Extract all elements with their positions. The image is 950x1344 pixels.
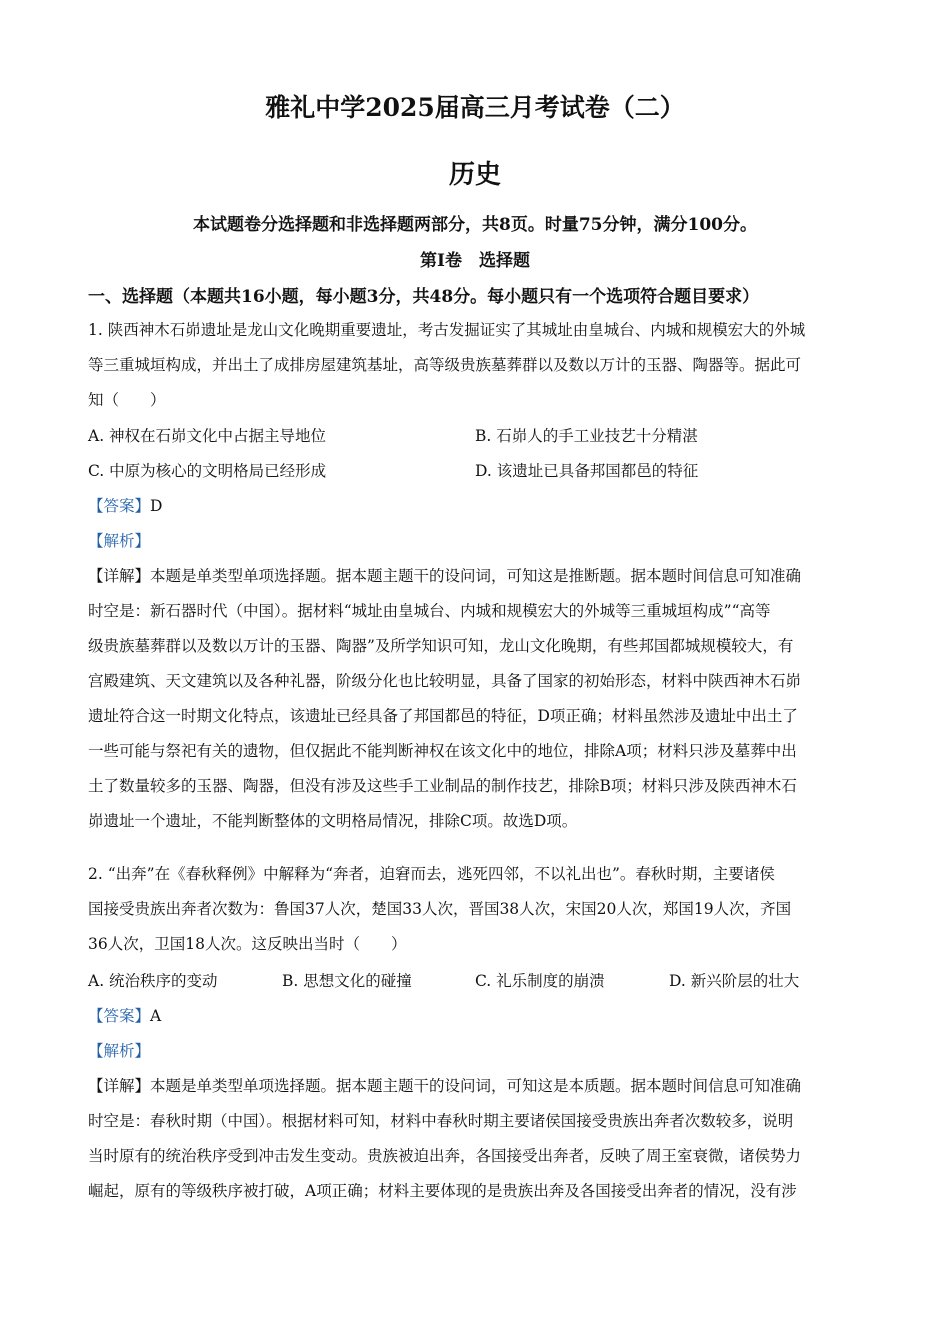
part-heading: 第Ⅰ卷 选择题 (420, 251, 530, 271)
detail-line: 本题是单类型单项选择题。据本题主题干的设问词，可知这是本质题。据本题时间信息可知准确 (150, 1077, 802, 1095)
question-1-analysis-label: 【解析】 (88, 532, 151, 550)
question-1-detail (88, 559, 862, 839)
answer-value: D (150, 497, 163, 515)
detail-label: 【详解】 (88, 567, 151, 585)
stem-line: 等三重城垣构成，并出土了成排房屋建筑基址，高等级贵族墓葬群以及数以万计的玉器、陶器等。据此可 (88, 356, 802, 374)
answer-label: 【答案】 (88, 1007, 151, 1025)
question-2-answer (88, 999, 161, 1034)
detail-line: 一些可能与祭祀有关的遗物，但仅据此不能判断神权在该文化中的地位，排除A项；材料只涉及墓葬中出 (88, 742, 797, 760)
option-b: B. 思想文化的碰撞 (282, 972, 412, 990)
question-1-stem (88, 313, 862, 418)
detail-line: 级贵族墓葬群以及数以万计的玉器、陶器”及所学知识可知，龙山文化晚期，有些邦国都城规模较大，有 (88, 637, 794, 655)
exam-intro: 本试题卷分选择题和非选择题两部分，共8页。时量75分钟，满分100分。 (193, 215, 757, 235)
detail-line: 时空是：新石器时代（中国）。据材料“城址由皇城台、内城和规模宏大的外城等三重城垣构成”“高等 (88, 602, 771, 620)
detail-line: 当时原有的统治秩序受到冲击发生变动。贵族被迫出奔，各国接受出奔者，反映了周王室衰微，诸侯势力 (88, 1147, 802, 1165)
option-a: A. 神权在石峁文化中占据主导地位 (88, 427, 327, 445)
detail-line: 土了数量较多的玉器、陶器，但没有涉及这些手工业制品的制作技艺，排除B项；材料只涉及陕西神木石 (88, 777, 797, 795)
option-d: D. 该遗址已具备邦国都邑的特征 (475, 462, 699, 480)
option-a: A. 统治秩序的变动 (88, 972, 218, 990)
detail-line: 宫殿建筑、天文建筑以及各种礼器，阶级分化也比较明显，具备了国家的初始形态，材料中陕西神木石峁 (88, 672, 802, 690)
question-2-detail (88, 1069, 862, 1209)
question-2-options (88, 964, 862, 999)
answer-label: 【答案】 (88, 497, 151, 515)
stem-line: 36人次，卫国18人次。这反映出当时（ ） (88, 935, 407, 953)
question-1-options-row-2 (88, 454, 862, 489)
stem-line: 2. “出奔”在《春秋释例》中解释为“奔者，迫窘而去，逃死四邻，不以礼出也”。春秋时期，主要诸侯 (88, 865, 775, 883)
detail-line: 崛起，原有的等级秩序被打破，A项正确；材料主要体现的是贵族出奔及各国接受出奔者的情况，没有涉 (88, 1182, 797, 1200)
stem-line: 1. 陕西神木石峁遗址是龙山文化晚期重要遗址，考古发掘证实了其城址由皇城台、内城和规模宏大的外城 (88, 321, 806, 339)
stem-line: 知（ ） (88, 391, 166, 409)
option-d: D. 新兴阶层的壮大 (669, 972, 800, 990)
subject-title: 历史 (448, 160, 501, 190)
question-1-answer (88, 489, 162, 524)
question-2-stem (88, 857, 862, 962)
option-b: B. 石峁人的手工业技艺十分精湛 (475, 427, 698, 445)
detail-line: 峁遗址一个遗址，不能判断整体的文明格局情况，排除C项。故选D项。 (88, 812, 578, 830)
option-c: C. 中原为核心的文明格局已经形成 (88, 462, 327, 480)
exam-title: 雅礼中学2025届高三月考试卷（二） (265, 93, 685, 122)
stem-line: 国接受贵族出奔者次数为：鲁国37人次，楚国33人次，晋国38人次，宋国20人次，郑国19人次，齐国 (88, 900, 792, 918)
detail-label: 【详解】 (88, 1077, 151, 1095)
question-2-analysis-label: 【解析】 (88, 1042, 151, 1060)
detail-line: 遗址符合这一时期文化特点，该遗址已经具备了邦国都邑的特征，D项正确；材料虽然涉及遗址中出土了 (88, 707, 798, 725)
question-1-options-row-1 (88, 419, 862, 454)
detail-line: 本题是单类型单项选择题。据本题主题干的设问词，可知这是推断题。据本题时间信息可知准确 (150, 567, 802, 585)
option-c: C. 礼乐制度的崩溃 (475, 972, 605, 990)
detail-line: 时空是：春秋时期（中国）。根据材料可知，材料中春秋时期主要诸侯国接受贵族出奔者次数较多，说明 (88, 1112, 794, 1130)
answer-value: A (150, 1007, 162, 1025)
section-heading: 一、选择题（本题共16小题，每小题3分，共48分。每小题只有一个选项符合题目要求） (88, 287, 760, 307)
